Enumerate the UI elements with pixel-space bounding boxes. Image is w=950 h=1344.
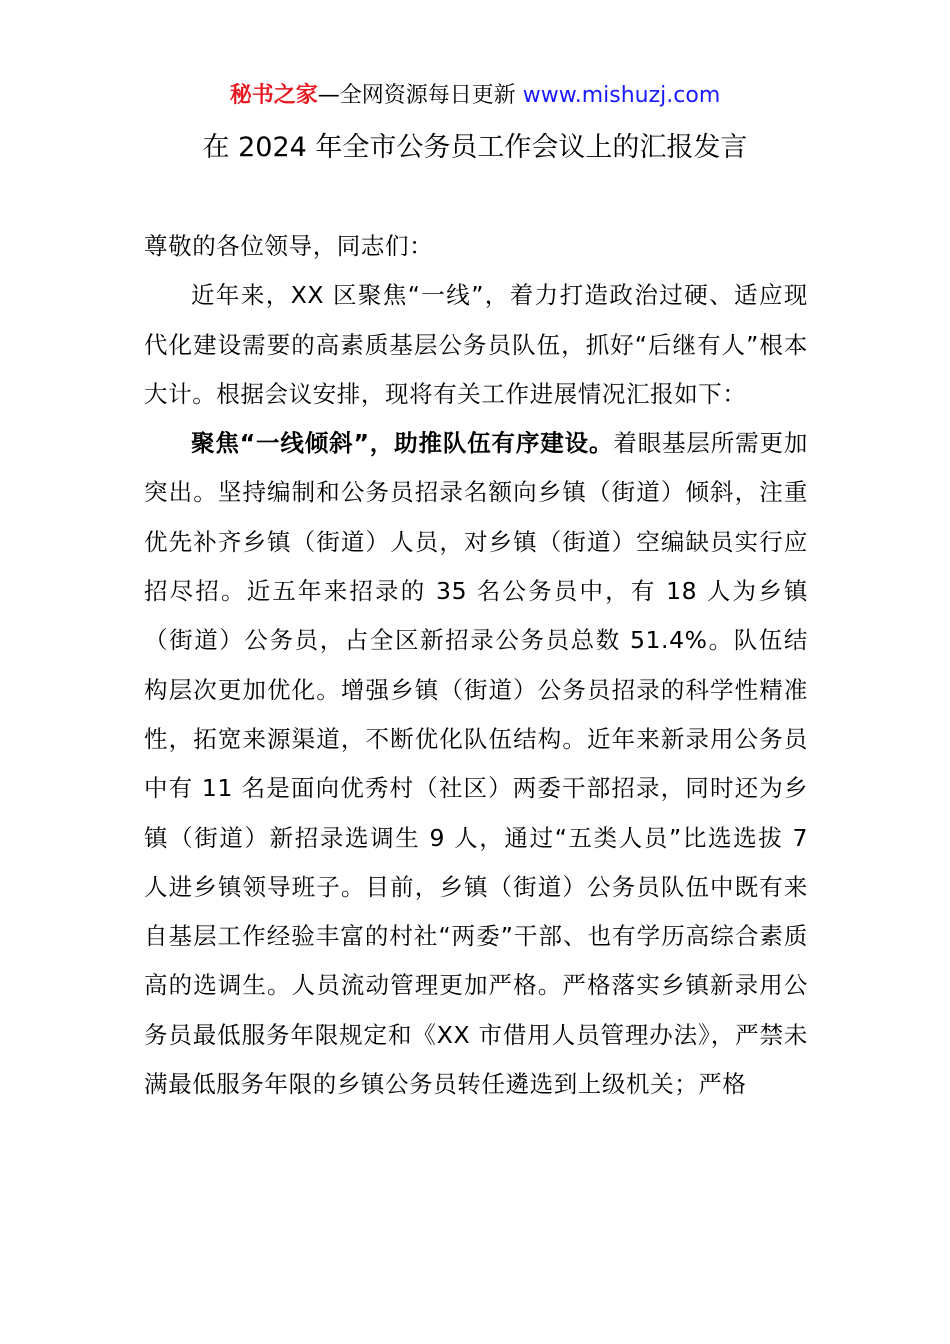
paragraph-lead: 聚焦“一线倾斜”，助推队伍有序建设。 bbox=[191, 429, 614, 458]
site-header bbox=[0, 80, 950, 112]
paragraph-text: 近年来，XX 区聚焦“一线”，着力打造政治过硬、适应现代化建设需要的高素质基层公务员队伍，抓好“后继有人”根本大计。根据会议安排，现将有关工作进展情况汇报如下： bbox=[144, 281, 808, 408]
paragraph-text: 着眼基层所需更加突出。坚持编制和公务员招录名额向乡镇（街道）倾斜，注重优先补齐乡镇（街道）人员，对乡镇（街道）空编缺员实行应招尽招。近五年来招录的 35 名公务员中，有 18 人为乡镇（街道）公务员，占全区新招录公务员总数 51.4%。队伍结构层次更加优化。增强乡镇（街道）公务员招录的科学性精准性，拓宽来源渠道，不断优化队伍结构。近年来新录用公务员中有 11 名是面向优秀村（社区）两委干部招录，同时还为乡镇（街道）新招录选调生 9 人，通过“五类人员”比选选拔 7 人进乡镇领导班子。目前，乡镇（街道）公务员队伍中既有来自基层工作经验丰富的村社“两委”干部、也有学历高综合素质高的选调生。人员流动管理更加严格。严格落实乡镇新录用公务员最低服务年限规定和《XX 市借用人员管理办法》，严禁未满最低服务年限的乡镇公务员转任遴选到上级机关；严格 bbox=[144, 429, 808, 1099]
document-title: 在 2024 年全市公务员工作会议上的汇报发言 bbox=[202, 132, 748, 163]
paragraph-section-1 bbox=[144, 419, 808, 1109]
document-body bbox=[144, 222, 808, 1109]
salutation: 尊敬的各位领导，同志们： bbox=[144, 232, 434, 260]
site-url-link[interactable]: www.mishuzj.com bbox=[522, 83, 721, 108]
paragraph-intro bbox=[144, 271, 808, 419]
header-tagline: —全网资源每日更新 bbox=[317, 83, 523, 108]
brand-name: 秘书之家 bbox=[229, 83, 318, 108]
